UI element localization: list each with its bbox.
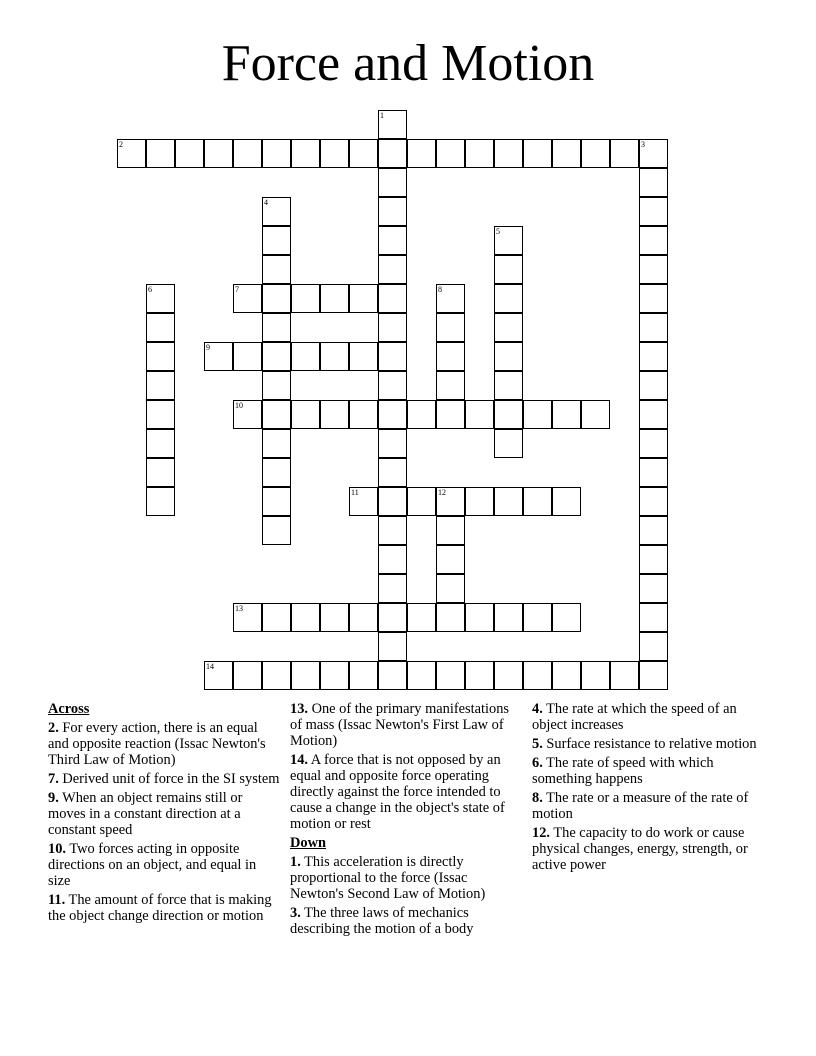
grid-cell[interactable] bbox=[146, 487, 175, 516]
grid-cell[interactable] bbox=[552, 603, 581, 632]
down-clue bbox=[532, 736, 764, 752]
grid-cell[interactable] bbox=[378, 429, 407, 458]
clue-text: One of the primary manifestations of mass (Issac Newton's First Law of Motion) bbox=[290, 701, 510, 749]
across-clue-list-continued bbox=[290, 701, 522, 832]
grid-cell[interactable] bbox=[523, 139, 552, 168]
grid-cell[interactable] bbox=[146, 458, 175, 487]
grid-cell[interactable] bbox=[378, 371, 407, 400]
clue-number: 7. bbox=[48, 771, 59, 787]
grid-cell[interactable] bbox=[523, 487, 552, 516]
clue-text: Two forces acting in opposite directions on an object, and equal in size bbox=[48, 841, 257, 889]
grid-cell[interactable] bbox=[639, 400, 668, 429]
grid-cell[interactable] bbox=[378, 487, 407, 516]
cell-number: 2 bbox=[119, 140, 123, 149]
grid-cell[interactable] bbox=[349, 284, 378, 313]
grid-cell[interactable] bbox=[610, 661, 639, 690]
grid-cell[interactable] bbox=[407, 139, 436, 168]
grid-cell[interactable] bbox=[233, 284, 262, 313]
across-clue bbox=[48, 790, 280, 838]
grid-cell[interactable] bbox=[436, 545, 465, 574]
grid-cell[interactable] bbox=[262, 487, 291, 516]
grid-cell[interactable] bbox=[436, 313, 465, 342]
grid-cell[interactable] bbox=[436, 284, 465, 313]
clue-number: 9. bbox=[48, 790, 59, 806]
grid-cell[interactable] bbox=[349, 603, 378, 632]
grid-cell[interactable] bbox=[378, 226, 407, 255]
grid-cell[interactable] bbox=[320, 661, 349, 690]
grid-cell[interactable] bbox=[552, 487, 581, 516]
grid-cell[interactable] bbox=[494, 226, 523, 255]
grid-cell[interactable] bbox=[581, 139, 610, 168]
grid-cell[interactable] bbox=[378, 168, 407, 197]
clue-number: 3. bbox=[290, 905, 301, 921]
cell-number: 12 bbox=[438, 488, 446, 497]
grid-cell[interactable] bbox=[639, 603, 668, 632]
grid-cell[interactable] bbox=[291, 284, 320, 313]
grid-cell[interactable] bbox=[639, 342, 668, 371]
grid-cell[interactable] bbox=[146, 342, 175, 371]
grid-cell[interactable] bbox=[349, 661, 378, 690]
cell-number: 1 bbox=[380, 111, 384, 120]
cell-number: 14 bbox=[206, 662, 214, 671]
clue-text: When an object remains still or moves in a constant direction at a constant speed bbox=[48, 790, 243, 838]
puzzle-title: Force and Motion bbox=[221, 35, 595, 92]
grid-cell[interactable] bbox=[639, 226, 668, 255]
clue-text: The capacity to do work or cause physical changes, energy, strength, or active power bbox=[532, 825, 748, 873]
grid-cell[interactable] bbox=[320, 400, 349, 429]
grid-cell[interactable] bbox=[552, 139, 581, 168]
grid-cell[interactable] bbox=[378, 400, 407, 429]
grid-cell[interactable] bbox=[465, 661, 494, 690]
grid-cell[interactable] bbox=[639, 197, 668, 226]
grid-cell[interactable] bbox=[146, 371, 175, 400]
grid-cell[interactable] bbox=[378, 516, 407, 545]
grid-cell[interactable] bbox=[349, 487, 378, 516]
across-heading: Across bbox=[48, 701, 90, 717]
grid-cell[interactable] bbox=[610, 139, 639, 168]
cell-number: 5 bbox=[496, 227, 500, 236]
grid-cell[interactable] bbox=[494, 139, 523, 168]
clue-text: A force that is not opposed by an equal and opposite force operating directly against the force intended to cause a change in the object's state of motion or rest bbox=[290, 752, 505, 832]
grid-cell[interactable] bbox=[349, 139, 378, 168]
grid-cell[interactable] bbox=[262, 255, 291, 284]
grid-cell[interactable] bbox=[639, 545, 668, 574]
grid-cell[interactable] bbox=[523, 661, 552, 690]
grid-cell[interactable] bbox=[262, 603, 291, 632]
grid-cell[interactable] bbox=[349, 400, 378, 429]
clue-number: 4. bbox=[532, 701, 543, 717]
clue-text: The rate or a measure of the rate of motion bbox=[532, 790, 749, 822]
clue-text: Derived unit of force in the SI system bbox=[58, 771, 280, 787]
grid-cell[interactable] bbox=[378, 458, 407, 487]
clues-column-3 bbox=[532, 701, 764, 876]
grid-cell[interactable] bbox=[494, 371, 523, 400]
grid-cell[interactable] bbox=[291, 342, 320, 371]
clue-number: 10. bbox=[48, 841, 66, 857]
across-clue-list bbox=[48, 720, 280, 924]
grid-cell[interactable] bbox=[494, 487, 523, 516]
grid-cell[interactable] bbox=[175, 139, 204, 168]
grid-cell[interactable] bbox=[291, 661, 320, 690]
grid-cell[interactable] bbox=[639, 429, 668, 458]
grid-cell[interactable] bbox=[465, 603, 494, 632]
grid-cell[interactable] bbox=[581, 661, 610, 690]
grid-cell[interactable] bbox=[407, 603, 436, 632]
grid-cell[interactable] bbox=[378, 342, 407, 371]
grid-cell[interactable] bbox=[639, 371, 668, 400]
grid-cell[interactable] bbox=[523, 400, 552, 429]
grid-cell[interactable] bbox=[378, 255, 407, 284]
grid-cell[interactable] bbox=[320, 603, 349, 632]
clue-text: The amount of force that is making the object change direction or motion bbox=[48, 892, 272, 924]
cell-number: 7 bbox=[235, 285, 239, 294]
grid-cell[interactable] bbox=[639, 516, 668, 545]
down-clue bbox=[290, 854, 522, 902]
grid-cell[interactable] bbox=[262, 313, 291, 342]
grid-cell[interactable] bbox=[146, 429, 175, 458]
grid-cell[interactable] bbox=[233, 342, 262, 371]
grid-cell[interactable] bbox=[465, 139, 494, 168]
grid-cell[interactable] bbox=[146, 284, 175, 313]
grid-cell[interactable] bbox=[320, 342, 349, 371]
clue-number: 5. bbox=[532, 736, 543, 752]
grid-cell[interactable] bbox=[117, 139, 146, 168]
grid-cell[interactable] bbox=[146, 313, 175, 342]
grid-cell[interactable] bbox=[639, 458, 668, 487]
grid-cell[interactable] bbox=[262, 371, 291, 400]
clues-column-1 bbox=[48, 701, 280, 927]
grid-cell[interactable] bbox=[639, 632, 668, 661]
grid-cell[interactable] bbox=[552, 400, 581, 429]
clue-number: 14. bbox=[290, 752, 308, 768]
grid-cell[interactable] bbox=[436, 342, 465, 371]
grid-cell[interactable] bbox=[639, 574, 668, 603]
grid-cell[interactable] bbox=[378, 632, 407, 661]
grid-cell[interactable] bbox=[204, 661, 233, 690]
grid-cell[interactable] bbox=[204, 139, 233, 168]
grid-cell[interactable] bbox=[523, 603, 552, 632]
grid-cell[interactable] bbox=[262, 342, 291, 371]
clues-column-2 bbox=[290, 701, 522, 940]
grid-cell[interactable] bbox=[494, 661, 523, 690]
across-clue bbox=[290, 701, 522, 749]
grid-cell[interactable] bbox=[494, 284, 523, 313]
grid-cell[interactable] bbox=[639, 139, 668, 168]
grid-cell[interactable] bbox=[436, 400, 465, 429]
grid-cell[interactable] bbox=[378, 603, 407, 632]
down-clue bbox=[532, 755, 764, 787]
grid-cell[interactable] bbox=[233, 661, 262, 690]
clue-text: For every action, there is an equal and opposite reaction (Issac Newton's Third Law of Motion) bbox=[48, 720, 266, 768]
grid-cell[interactable] bbox=[407, 400, 436, 429]
grid-cell[interactable] bbox=[494, 313, 523, 342]
grid-cell[interactable] bbox=[320, 284, 349, 313]
down-clue-list bbox=[290, 854, 522, 937]
cell-number: 6 bbox=[148, 285, 152, 294]
clue-text: The three laws of mechanics describing the motion of a body bbox=[290, 905, 474, 937]
grid-cell[interactable] bbox=[262, 516, 291, 545]
grid-cell[interactable] bbox=[494, 342, 523, 371]
grid-cell[interactable] bbox=[291, 603, 320, 632]
grid-cell[interactable] bbox=[262, 429, 291, 458]
grid-cell[interactable] bbox=[378, 139, 407, 168]
grid-cell[interactable] bbox=[378, 284, 407, 313]
clue-number: 11. bbox=[48, 892, 66, 908]
grid-cell[interactable] bbox=[639, 255, 668, 284]
grid-cell[interactable] bbox=[494, 603, 523, 632]
grid-cell[interactable] bbox=[436, 574, 465, 603]
cell-number: 9 bbox=[206, 343, 210, 352]
across-clue bbox=[48, 720, 280, 768]
grid-cell[interactable] bbox=[436, 516, 465, 545]
grid-cell[interactable] bbox=[494, 255, 523, 284]
grid-cell[interactable] bbox=[146, 400, 175, 429]
clue-text: This acceleration is directly proportional to the force (Issac Newton's Second Law of Motion) bbox=[290, 854, 486, 902]
grid-cell[interactable] bbox=[407, 661, 436, 690]
across-clue bbox=[290, 752, 522, 832]
grid-cell[interactable] bbox=[146, 139, 175, 168]
grid-cell[interactable] bbox=[378, 110, 407, 139]
grid-cell[interactable] bbox=[233, 603, 262, 632]
grid-cell[interactable] bbox=[378, 574, 407, 603]
grid-cell[interactable] bbox=[639, 168, 668, 197]
grid-cell[interactable] bbox=[378, 661, 407, 690]
down-clue bbox=[290, 905, 522, 937]
grid-cell[interactable] bbox=[262, 226, 291, 255]
grid-cell[interactable] bbox=[262, 661, 291, 690]
grid-cell[interactable] bbox=[581, 400, 610, 429]
grid-cell[interactable] bbox=[262, 197, 291, 226]
grid-cell[interactable] bbox=[233, 139, 262, 168]
grid-cell[interactable] bbox=[494, 400, 523, 429]
cell-number: 3 bbox=[641, 140, 645, 149]
grid-cell[interactable] bbox=[436, 603, 465, 632]
grid-cell[interactable] bbox=[639, 487, 668, 516]
grid-cell[interactable] bbox=[291, 139, 320, 168]
grid-cell[interactable] bbox=[320, 139, 349, 168]
grid-cell[interactable] bbox=[494, 429, 523, 458]
grid-cell[interactable] bbox=[204, 342, 233, 371]
grid-cell[interactable] bbox=[436, 661, 465, 690]
down-clue bbox=[532, 701, 764, 733]
grid-cell[interactable] bbox=[639, 313, 668, 342]
clue-text: The rate of speed with which something happens bbox=[532, 755, 714, 787]
grid-cell[interactable] bbox=[465, 487, 494, 516]
down-clue bbox=[532, 825, 764, 873]
grid-cell[interactable] bbox=[349, 342, 378, 371]
grid-cell[interactable] bbox=[639, 284, 668, 313]
clue-number: 1. bbox=[290, 854, 301, 870]
clue-number: 6. bbox=[532, 755, 543, 771]
grid-cell[interactable] bbox=[378, 197, 407, 226]
down-heading: Down bbox=[290, 835, 326, 851]
grid-cell[interactable] bbox=[407, 487, 436, 516]
down-clue-list-continued bbox=[532, 701, 764, 873]
cell-number: 11 bbox=[351, 488, 359, 497]
cell-number: 13 bbox=[235, 604, 243, 613]
grid-cell[interactable] bbox=[291, 400, 320, 429]
grid-cell[interactable] bbox=[233, 400, 262, 429]
across-clue bbox=[48, 771, 280, 787]
grid-cell[interactable] bbox=[639, 661, 668, 690]
down-clue bbox=[532, 790, 764, 822]
clue-number: 2. bbox=[48, 720, 59, 736]
clue-number: 8. bbox=[532, 790, 543, 806]
grid-cell[interactable] bbox=[262, 284, 291, 313]
cell-number: 10 bbox=[235, 401, 243, 410]
across-clue bbox=[48, 892, 280, 924]
across-clue bbox=[48, 841, 280, 889]
cell-number: 4 bbox=[264, 198, 268, 207]
grid-cell[interactable] bbox=[436, 371, 465, 400]
grid-cell[interactable] bbox=[262, 400, 291, 429]
grid-cell[interactable] bbox=[262, 458, 291, 487]
cell-number: 8 bbox=[438, 285, 442, 294]
clue-number: 13. bbox=[290, 701, 308, 717]
grid-cell[interactable] bbox=[552, 661, 581, 690]
clue-number: 12. bbox=[532, 825, 550, 841]
grid-cell[interactable] bbox=[436, 487, 465, 516]
clue-text: Surface resistance to relative motion bbox=[542, 736, 757, 752]
grid-cell[interactable] bbox=[465, 400, 494, 429]
grid-cell[interactable] bbox=[378, 313, 407, 342]
grid-cell[interactable] bbox=[262, 139, 291, 168]
clue-text: The rate at which the speed of an object increases bbox=[532, 701, 737, 733]
grid-cell[interactable] bbox=[378, 545, 407, 574]
grid-cell[interactable] bbox=[436, 139, 465, 168]
